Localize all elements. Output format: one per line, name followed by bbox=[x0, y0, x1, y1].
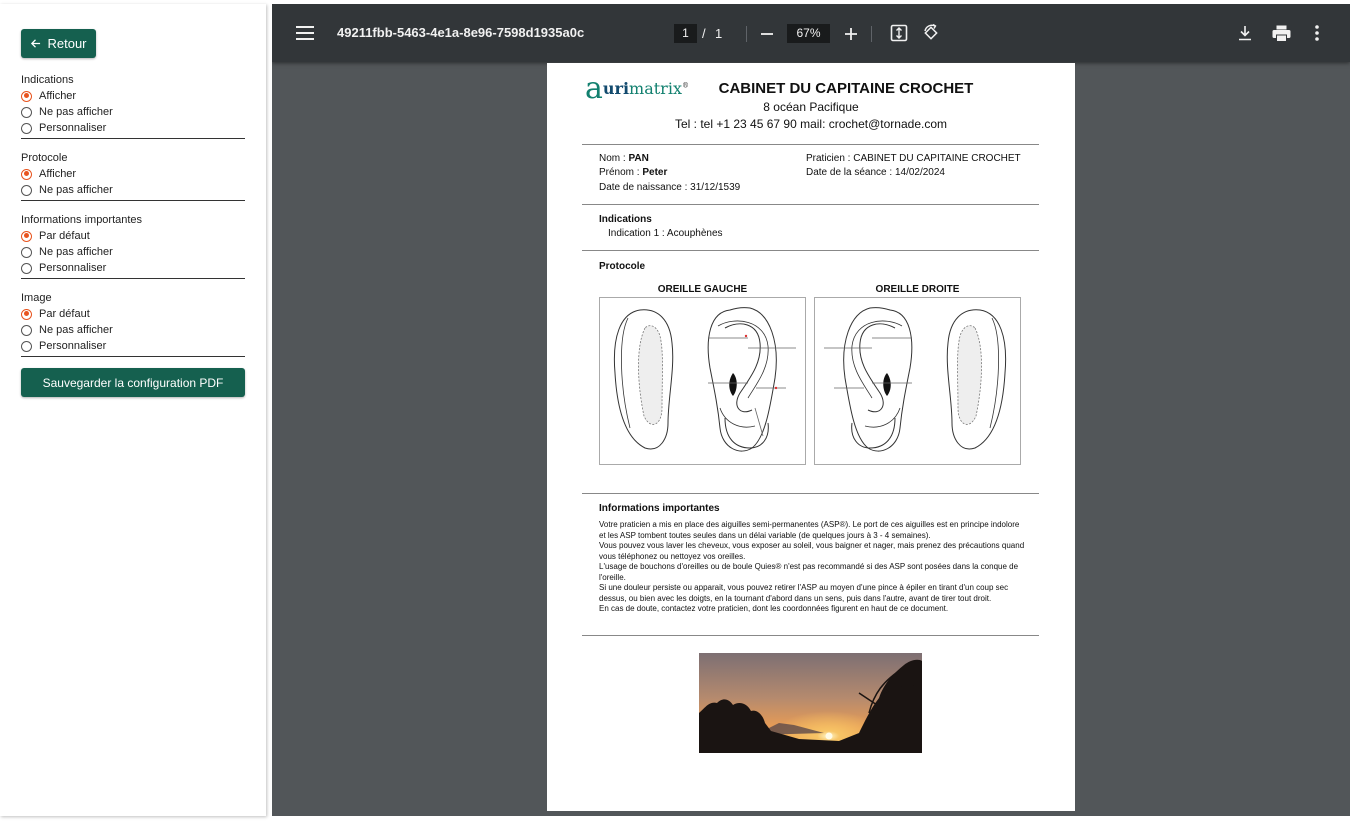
indications-option-personnaliser[interactable] bbox=[21, 120, 245, 136]
image-option-personnaliser[interactable] bbox=[21, 338, 245, 354]
separator bbox=[582, 250, 1039, 251]
informations-option-personnaliser[interactable] bbox=[21, 260, 245, 276]
sunset-photo bbox=[699, 653, 922, 753]
image-option-ne-pas-afficher[interactable] bbox=[21, 322, 245, 338]
informations-option-ne-pas-afficher[interactable] bbox=[21, 244, 245, 260]
radio-button[interactable] bbox=[21, 91, 32, 102]
info-heading: Informations importantes bbox=[599, 503, 720, 514]
page-separator: / bbox=[702, 26, 706, 41]
arrow-left-icon bbox=[30, 38, 41, 49]
zoom-in-icon[interactable] bbox=[841, 24, 861, 44]
radio-button[interactable] bbox=[21, 263, 32, 274]
radio-button[interactable] bbox=[21, 309, 32, 320]
protocole-option-afficher[interactable] bbox=[21, 166, 245, 182]
toolbar-divider bbox=[871, 26, 872, 42]
page-number-input[interactable]: 1 bbox=[674, 24, 697, 43]
radio-button[interactable] bbox=[21, 325, 32, 336]
option-label: Personnaliser bbox=[39, 340, 107, 352]
separator bbox=[582, 144, 1039, 145]
cabinet-name: CABINET DU CAPITAINE CROCHET bbox=[718, 80, 974, 97]
divider bbox=[21, 356, 245, 357]
pdf-page bbox=[547, 63, 1075, 811]
patient-prenom: Prénom : Peter bbox=[599, 167, 668, 178]
indication-item: Indication 1 : Acouphènes bbox=[608, 228, 723, 239]
option-label: Ne pas afficher bbox=[39, 184, 113, 196]
ear-right-label: OREILLE DROITE bbox=[875, 284, 960, 295]
indications-heading: Indications bbox=[599, 214, 652, 225]
ear-left-label: OREILLE GAUCHE bbox=[657, 284, 748, 295]
viewer-toolbar bbox=[272, 4, 1350, 62]
separator bbox=[582, 635, 1039, 636]
back-button-label: Retour bbox=[47, 36, 87, 51]
informations-title: Informations importantes bbox=[21, 214, 143, 226]
back-button[interactable] bbox=[21, 29, 96, 58]
image-group bbox=[21, 290, 245, 354]
page-total: 1 bbox=[715, 26, 723, 41]
fit-page-icon[interactable] bbox=[889, 23, 909, 43]
info-paragraph: En cas de doute, contactez votre praticien, dont les coordonnées figurent en haut de ce document. bbox=[599, 604, 949, 613]
info-paragraph: Si une douleur persiste ou apparait, vous pouvez retirer l'ASP au moyen d'une pince à épiler en tirant d'un coup sec dessus, ou bien avec les doigts, en la tournant d'abord dans un sens, puis dans l'autre, avant de tirer tout droit. bbox=[599, 583, 1009, 603]
info-paragraph: Vous pouvez vous laver les cheveux, vous exposer au soleil, vous baigner et nager, mais prenez des précautions quand vous téléphonez ou nettoyez vos oreilles. bbox=[599, 541, 1025, 561]
option-label: Par défaut bbox=[39, 308, 90, 320]
image-title: Image bbox=[21, 292, 52, 304]
indications-title: Indications bbox=[21, 74, 74, 86]
radio-button[interactable] bbox=[21, 123, 32, 134]
radio-button[interactable] bbox=[21, 185, 32, 196]
option-label: Par défaut bbox=[39, 230, 90, 242]
patient-nom: Nom : PAN bbox=[599, 153, 649, 164]
option-label: Ne pas afficher bbox=[39, 246, 113, 258]
divider bbox=[21, 278, 245, 279]
separator bbox=[582, 493, 1039, 494]
download-icon[interactable] bbox=[1235, 23, 1255, 43]
option-label: Afficher bbox=[39, 90, 77, 102]
patient-naissance: Date de naissance : 31/12/1539 bbox=[599, 182, 741, 193]
informations-group bbox=[21, 212, 245, 276]
indications-option-afficher[interactable] bbox=[21, 88, 245, 104]
save-config-button[interactable]: Sauvegarder la configuration PDF bbox=[21, 368, 245, 397]
zoom-input[interactable]: 67% bbox=[787, 24, 830, 43]
option-label: Ne pas afficher bbox=[39, 324, 113, 336]
option-label: Personnaliser bbox=[39, 262, 107, 274]
more-vert-icon[interactable] bbox=[1307, 23, 1327, 43]
ear-right-diagram bbox=[814, 297, 1021, 465]
indications-group bbox=[21, 72, 245, 136]
cabinet-contact: Tel : tel +1 23 45 67 90 mail: crochet@tornade.com bbox=[675, 117, 947, 131]
informations-option-par-defaut[interactable] bbox=[21, 228, 245, 244]
protocole-heading: Protocole bbox=[599, 261, 646, 272]
print-icon[interactable] bbox=[1270, 23, 1292, 43]
info-paragraph: Votre praticien a mis en place des aiguilles semi-permanentes (ASP®). Le port de ces aiguilles est en principe indolore et les ASP tombent toutes seules dans un délai variable (de quelques jours à 3 - 4 semaines). bbox=[599, 520, 1020, 540]
config-panel bbox=[0, 4, 266, 816]
ear-left-diagram bbox=[599, 297, 806, 465]
option-label: Personnaliser bbox=[39, 122, 107, 134]
document-title: 49211fbb-5463-4e1a-8e96-7598d1935a0c bbox=[337, 25, 585, 40]
cabinet-address: 8 océan Pacifique bbox=[763, 100, 859, 114]
info-text bbox=[599, 520, 1025, 615]
protocole-option-ne-pas-afficher[interactable] bbox=[21, 182, 245, 198]
rotate-icon[interactable] bbox=[921, 23, 941, 43]
info-paragraph: L'usage de bouchons d'oreilles ou de boule Quies® n'est pas recommandé si des ASP sont posées dans la conque de l'oreille. bbox=[599, 562, 1019, 582]
protocole-group bbox=[21, 150, 245, 198]
toolbar-divider bbox=[746, 26, 747, 42]
radio-button[interactable] bbox=[21, 247, 32, 258]
zoom-out-icon[interactable] bbox=[757, 24, 777, 44]
separator bbox=[582, 204, 1039, 205]
aurimatrix-logo: aurimatrix® bbox=[585, 71, 689, 106]
divider bbox=[21, 138, 245, 139]
protocole-title: Protocole bbox=[21, 152, 68, 164]
image-option-par-defaut[interactable] bbox=[21, 306, 245, 322]
date-seance: Date de la séance : 14/02/2024 bbox=[806, 167, 945, 178]
radio-button[interactable] bbox=[21, 231, 32, 242]
option-label: Ne pas afficher bbox=[39, 106, 113, 118]
radio-button[interactable] bbox=[21, 169, 32, 180]
radio-button[interactable] bbox=[21, 341, 32, 352]
option-label: Afficher bbox=[39, 168, 77, 180]
divider bbox=[21, 200, 245, 201]
indications-option-ne-pas-afficher[interactable] bbox=[21, 104, 245, 120]
menu-icon[interactable] bbox=[294, 22, 316, 44]
radio-button[interactable] bbox=[21, 107, 32, 118]
praticien: Praticien : CABINET DU CAPITAINE CROCHET bbox=[806, 153, 1021, 164]
pdf-viewer bbox=[272, 4, 1350, 816]
